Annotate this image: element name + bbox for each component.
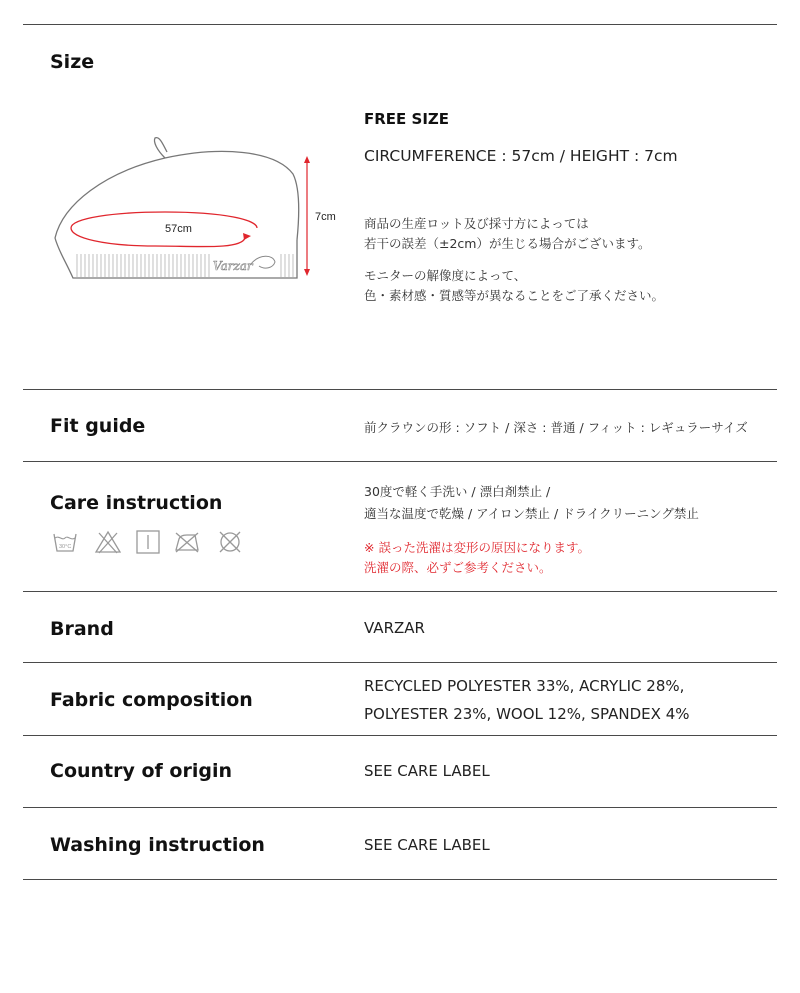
fit-guide-label: Fit guide xyxy=(50,415,146,437)
brand-label: Brand xyxy=(50,618,114,640)
size-note-2-line-1: モニターの解像度によって、 xyxy=(364,268,527,283)
height-arrow-bottom xyxy=(304,269,310,276)
divider-fabric-bottom xyxy=(23,735,777,736)
beret-size-diagram xyxy=(45,130,345,290)
fit-guide-value: 前クラウンの形 : ソフト / 深さ : 普通 / フィット : レギュラーサイズ xyxy=(364,420,748,435)
size-title: Size xyxy=(50,51,95,73)
fabric-line-1: RECYCLED POLYESTER 33%, ACRYLIC 28%, xyxy=(364,677,685,695)
height-arrow-top xyxy=(304,156,310,163)
divider-care-bottom xyxy=(23,591,777,592)
care-line-1: 30度で軽く手洗い / 漂白剤禁止 / xyxy=(364,484,551,499)
washing-instruction-value: SEE CARE LABEL xyxy=(364,836,490,854)
size-measurements: CIRCUMFERENCE : 57cm / HEIGHT : 7cm xyxy=(364,147,678,165)
care-warning-1: ※ 誤った洗濯は変形の原因になります。 xyxy=(364,540,590,555)
care-instruction-label: Care instruction xyxy=(50,492,223,514)
beret-band xyxy=(55,238,297,278)
fabric-line-2: POLYESTER 23%, WOOL 12%, SPANDEX 4% xyxy=(364,705,690,723)
no-bleach-icon xyxy=(94,529,122,555)
divider-size-bottom xyxy=(23,389,777,390)
country-of-origin-label: Country of origin xyxy=(50,760,233,782)
country-of-origin-value: SEE CARE LABEL xyxy=(364,762,490,780)
divider-origin-bottom xyxy=(23,807,777,808)
beret-logo-swoosh xyxy=(251,256,275,268)
line-dry-icon xyxy=(134,529,162,555)
divider-top xyxy=(23,24,777,25)
beret-logo-text: Varzar xyxy=(213,259,253,273)
no-dry-clean-icon xyxy=(216,529,244,555)
beret-stalk xyxy=(154,138,167,158)
wash-temp-text: 30°C xyxy=(59,544,72,550)
circumference-ellipse xyxy=(71,212,257,247)
washing-instruction-label: Washing instruction xyxy=(50,834,265,856)
size-note-2-line-2: 色・素材感・質感等が異なることをご了承ください。 xyxy=(364,288,665,303)
height-label: 7cm xyxy=(315,211,336,223)
circumference-label: 57cm xyxy=(165,223,192,235)
hand-wash-30-icon xyxy=(51,529,79,555)
care-warning-2: 洗濯の際、必ずご参考ください。 xyxy=(364,560,552,575)
brand-value: VARZAR xyxy=(364,619,425,637)
free-size-heading: FREE SIZE xyxy=(364,110,450,128)
divider-fit-bottom xyxy=(23,461,777,462)
no-iron-icon xyxy=(173,529,201,555)
divider-washing-bottom xyxy=(23,879,777,880)
size-note-1-line-1: 商品の生産ロット及び採寸方によっては xyxy=(364,216,589,231)
circumference-arrowhead xyxy=(243,233,251,240)
size-note-1-line-2: 若干の誤差（±2cm）が生じる場合がございます。 xyxy=(364,236,651,251)
fabric-composition-label: Fabric composition xyxy=(50,689,253,711)
divider-brand-bottom xyxy=(23,662,777,663)
care-line-2: 適当な温度で乾燥 / アイロン禁止 / ドライクリーニング禁止 xyxy=(364,506,699,521)
